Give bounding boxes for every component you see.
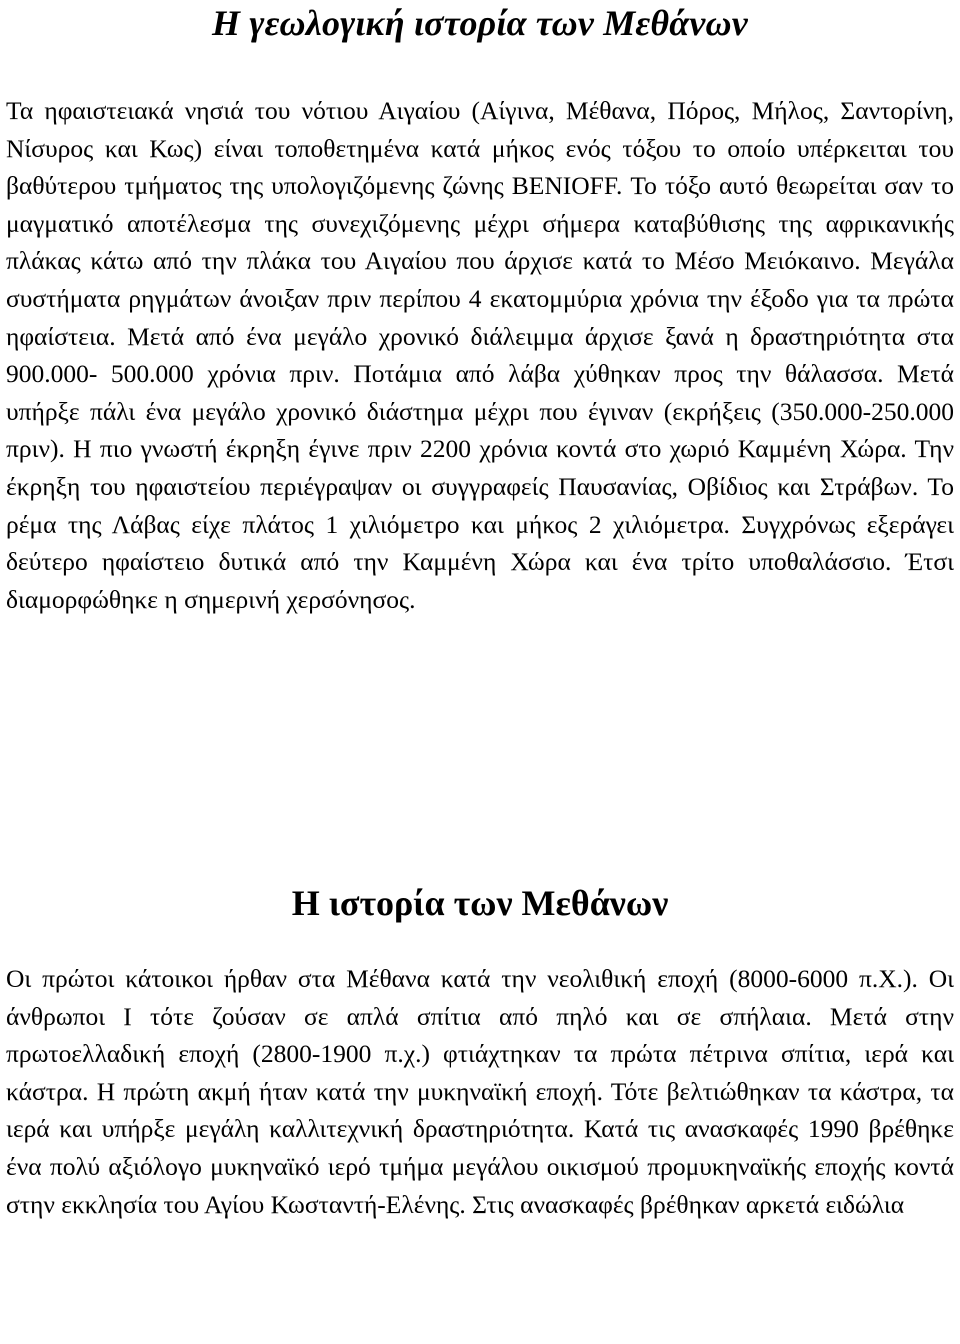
page-title: Η γεωλογική ιστορία των Μεθάνων — [212, 3, 748, 43]
history-paragraph: Οι πρώτοι κάτοικοι ήρθαν στα Μέθανα κατά την νεολιθική εποχή (8000-6000 π.Χ.). Οι άνθρωποι Ι τότε ζούσαν σε απλά σπίτια από πηλό και σε σπήλαια. Μετά στην πρωτοελλαδική εποχή (2800-1900 π.χ.) φτιάχτηκαν τα πρώτα πέτρινα σπίτια, ιερά και κάστρα. Η πρώτη ακμή ήταν κατά την μυκηναϊκή εποχή. Τότε βελτιώθηκαν τα κάστρα, τα ιερά και υπήρξε μεγάλη καλλιτεχνική δραστηριότητα. Κατά τις ανασκαφές 1990 βρέθηκε ένα πολύ αξιόλογο μυκηναϊκό ιερό τμήμα μεγάλου οικισμού προμυκηναϊκής εποχής κοντά στην εκκλησία του Αγίου Κωσταντή-Ελένης. Στις ανασκαφές βρέθηκαν αρκετά ειδώλια — [6, 964, 954, 1219]
section-heading: Η ιστορία των Μεθάνων — [291, 883, 669, 923]
geology-paragraph: Τα ηφαιστειακά νησιά του νότιου Αιγαίου (Αίγινα, Μέθανα, Πόρος, Μήλος, Σαντορίνη, Νίσυρος και Κως) είναι τοποθετημένα κατά μήκος ενός τόξου το οποίο υπέρκειται του βαθύτερου τμήματος της υπολογιζόμενης ζώνης BENIOFF. Το τόξο αυτό θεωρείται σαν το μαγματικό αποτέλεσμα της συνεχιζόμενης μέχρι σήμερα καταβύθισης της αφρικανικής πλάκας κάτω από την πλάκα του Αιγαίου που άρχισε κατά το Μέσο Μειόκαινο. Μεγάλα συστήματα ρηγμάτων άνοιξαν πριν περίπου 4 εκατομμύρια χρόνια την έξοδο για τα πρώτα ηφαίστεια. Μετά από ένα μεγάλο χρονικό διάλειμμα άρχισε ξανά η δραστηριότητα στα 900.000- 500.000 χρόνια πριν. Ποτάμια από λάβα χύθηκαν προς την θάλασσα. Μετά υπήρξε πάλι ένα μεγάλο χρονικό διάστημα μέχρι που έγιναν (εκρήξεις (350.000-250.000 πριν). Η πιο γνωστή έκρηξη έγινε πριν 2200 χρόνια κοντά στο χωριό Καμμένη Χώρα. Την έκρηξη του ηφαιστείου περιέγραψαν οι συγγραφείς Παυσανίας, Οβίδιος και Στράβων. Το ρέμα της Λάβας είχε πλάτος 1 χιλιόμετρο και μήκος 2 χιλιόμετρα. Συγχρόνως εξεράγει δεύτερο ηφαίστειο δυτικά από την Καμμένη Χώρα και ένα τρίτο υποθαλάσσιο. Έτσι διαμορφώθηκε η σημερινή χερσόνησος. — [6, 96, 954, 614]
